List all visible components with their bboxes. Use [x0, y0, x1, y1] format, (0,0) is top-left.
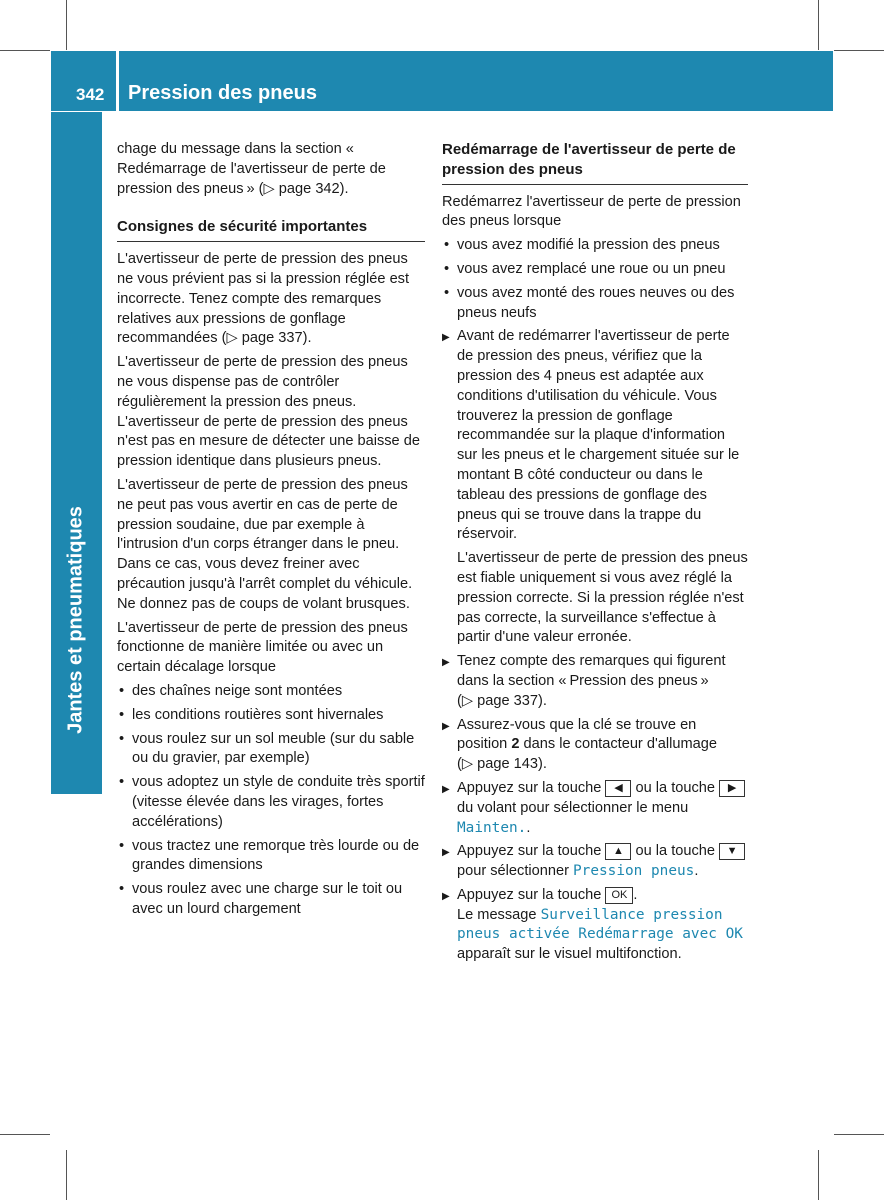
page-reference: page 342 — [278, 180, 340, 197]
step-note: L'avertisseur de perte de pression des pneus est fiable uniquement si vous avez réglé la pression correcte. Si la pression réglée n'est pas correcte, la surveillance s'effectue à partir d'une valeur erronée. — [457, 550, 748, 646]
list-item: • des chaînes neige sont montées — [117, 682, 425, 702]
paragraph-text-end: ). — [302, 330, 312, 347]
page-title: Pression des pneus — [128, 82, 317, 104]
ref-arrow-icon: ▷ — [226, 330, 242, 347]
intro-text-end: ). — [339, 180, 349, 197]
right-column — [442, 140, 748, 969]
display-message-text: Surveillance pression pneus activée Redémarrage avec OK — [457, 906, 743, 943]
step-text: Avant de redémarrer l'avertisseur de perte de pression des pneus, vérifiez que la pression des 4 pneus est adaptée aux conditions d'utilisation du véhicule. Vous trouverez la pression de gonflage recommandée sur la plaque d'information sur les pneus et le chargement située sur le montant B côté conducteur ou dans le tableau des pressions de gonflage des pneus qui se trouve dans la trappe du réservoir. — [457, 328, 740, 543]
list-item: • vous adoptez un style de conduite très sportif (vitesse élevée dans les virages, fortes accélérations) — [117, 773, 425, 832]
ref-arrow-icon: ▷ — [263, 180, 279, 197]
safety-paragraph-2: L'avertisseur de perte de pression des pneus ne vous dispense pas de contrôler régulièrement la pression des pneus. L'avertisseur de perte de pression des pneus n'est pas en mesure de détecter une baisse de pression identique dans plusieurs pneus. — [117, 354, 420, 470]
left-arrow-key-icon: ◀ — [605, 780, 631, 797]
step-item: ▶ Assurez-vous que la clé se trouve en position 2 dans le contacteur d'allumage (▷ page 143). — [442, 716, 748, 775]
key-position: 2 — [511, 736, 520, 753]
list-item: • vous avez modifié la pression des pneus — [442, 236, 748, 256]
crop-mark — [834, 50, 884, 51]
list-item: • vous roulez sur un sol meuble (sur du sable ou du gravier, par exemple) — [117, 730, 425, 770]
safety-paragraph-4: L'avertisseur de perte de pression des pneus fonctionne de manière limitée ou avec un certain décalage lorsque — [117, 619, 408, 676]
page-reference: page 143 — [477, 756, 539, 773]
list-item: • vous avez remplacé une roue ou un pneu — [442, 260, 748, 280]
intro-text: chage du message dans la section « Redémarrage de l'avertisseur de perte de pression des pneus » ( — [117, 141, 386, 197]
right-arrow-key-icon: ▶ — [719, 780, 745, 797]
step-text: pour sélectionner — [457, 863, 574, 880]
crop-mark — [834, 1134, 884, 1135]
step-text: . — [694, 863, 699, 880]
ok-key-icon: OK — [605, 887, 633, 904]
step-item — [442, 886, 748, 965]
list-item: • vous tractez une remorque très lourde ou de grandes dimensions — [117, 837, 425, 877]
step-text: Tenez compte des remarques qui figurent dans la section « Pression des pneus » — [457, 653, 726, 689]
ref-arrow-icon: ▷ — [461, 692, 478, 709]
left-column — [117, 140, 425, 924]
restart-steps — [442, 327, 748, 965]
crop-mark — [818, 0, 819, 50]
down-arrow-key-icon: ▼ — [719, 843, 745, 860]
paragraph-text: L'avertisseur de perte de pression des pneus ne vous prévient pas si la pression réglée est incorrecte. Tenez compte des remarques relatives aux pressions de gonflage recommandées ( — [117, 251, 410, 347]
page-reference: page 337 — [241, 330, 303, 347]
safety-paragraph-1 — [117, 250, 425, 349]
conditions-list — [117, 682, 425, 920]
list-item: • vous roulez avec une charge sur le toit ou avec un lourd chargement — [117, 880, 425, 920]
safety-heading: Consignes de sécurité importantes — [117, 217, 425, 242]
safety-paragraph-3: L'avertisseur de perte de pression des pneus ne peut pas vous avertir en cas de perte de pression soudaine, due par exemple à l'intrusion d'un corps étranger dans le pneu. Dans ce cas, vous devez freiner avec précaution jusqu'à l'arrêt complet du véhicule. Ne donnez pas de coups de volant brusques. — [117, 476, 413, 612]
step-text: dans le contacteur d'allumage — [519, 736, 717, 753]
step-text: . — [633, 886, 638, 903]
step-text: Le message — [457, 906, 541, 923]
crop-mark — [0, 1134, 50, 1135]
step-item — [442, 327, 748, 648]
step-text: . — [526, 819, 531, 836]
step-text: Appuyez sur la touche — [457, 886, 606, 903]
display-menu-text: Pression pneus — [573, 863, 695, 880]
step-item — [442, 779, 748, 838]
page-reference: page 337 — [477, 692, 539, 709]
header-divider — [116, 51, 119, 111]
restart-conditions-list — [442, 236, 748, 323]
step-item — [442, 842, 748, 882]
step-text: Appuyez sur la touche — [457, 843, 606, 860]
step-text: Assurez-vous que la clé se trouve en position — [457, 716, 697, 753]
display-menu-text: Mainten. — [457, 819, 527, 836]
up-arrow-key-icon: ▲ — [605, 843, 631, 860]
step-text: du volant pour sélectionner le menu — [457, 799, 689, 816]
crop-mark — [66, 0, 67, 50]
crop-mark — [66, 1150, 67, 1200]
crop-mark — [0, 50, 50, 51]
step-item: ▶ Tenez compte des remarques qui figurent dans la section « Pression des pneus » (▷ page 337). — [442, 652, 748, 711]
list-item: • vous avez monté des roues neuves ou des pneus neufs — [442, 284, 748, 324]
step-text: ou la touche — [631, 779, 720, 796]
list-item: • les conditions routières sont hivernales — [117, 706, 425, 726]
page-number: 342 — [76, 85, 105, 104]
step-text: ou la touche — [631, 843, 720, 860]
restart-intro: Redémarrez l'avertisseur de perte de pression des pneus lorsque — [442, 193, 741, 230]
crop-mark — [818, 1150, 819, 1200]
ref-arrow-icon: ▷ — [461, 756, 478, 773]
restart-heading: Redémarrage de l'avertisseur de perte de pression des pneus — [442, 140, 748, 185]
side-tab-label: Jantes et pneumatiques — [64, 506, 87, 734]
step-text: Appuyez sur la touche — [457, 779, 606, 796]
intro-paragraph — [117, 140, 425, 199]
step-text: apparaît sur le visuel multifonction. — [457, 946, 682, 963]
